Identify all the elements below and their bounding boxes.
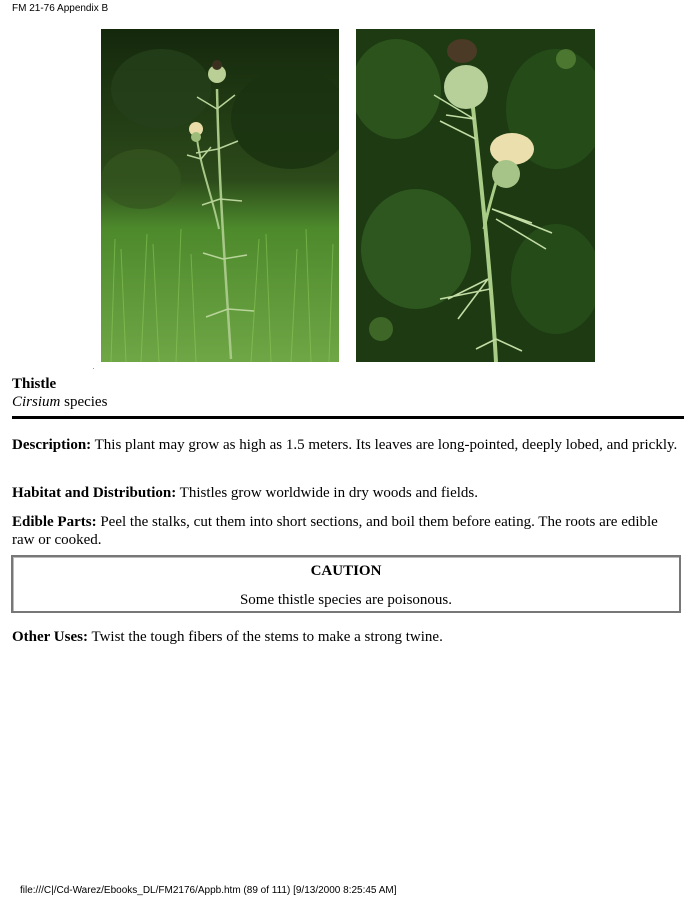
section-divider (12, 416, 684, 419)
page-header: FM 21-76 Appendix B (12, 3, 109, 14)
plant-scientific-name (12, 394, 107, 411)
habitat-paragraph (12, 484, 680, 502)
page-footer-path: file:///C|/Cd-Warez/Ebooks_DL/FM2176/Appb.htm (89 of 111) [9/13/2000 8:25:45 AM] (20, 885, 397, 896)
caution-text: Some thistle species are poisonous. (239, 592, 453, 608)
other-uses-text: Twist the tough fibers of the stems to make a strong twine. (87, 629, 443, 645)
plant-common-name: Thistle (12, 376, 57, 392)
edible-parts-label: Edible Parts: (12, 514, 97, 530)
plant-species-suffix: species (60, 394, 108, 410)
edible-parts-text: Peel the stalks, cut them into short sections, and boil them before eating. The roots are edible raw or cooked. (12, 514, 658, 548)
habitat-text: Thistles grow worldwide in dry woods and fields. (176, 485, 478, 501)
caution-box (11, 555, 681, 613)
other-uses-paragraph (12, 628, 680, 646)
habitat-label: Habitat and Distribution: (12, 485, 177, 501)
other-uses-label: Other Uses: (12, 629, 88, 645)
thistle-photo-right (356, 29, 595, 362)
edible-parts-paragraph (12, 513, 680, 549)
description-paragraph (12, 436, 680, 454)
thistle-photo-left (101, 29, 339, 362)
scan-artifact (93, 368, 94, 369)
description-label: Description: (12, 437, 92, 453)
description-text: This plant may grow as high as 1.5 meters. Its leaves are long-pointed, deeply lobed, and prickly. (91, 437, 678, 453)
caution-title: CAUTION (310, 563, 382, 579)
plant-genus: Cirsium (12, 394, 61, 410)
